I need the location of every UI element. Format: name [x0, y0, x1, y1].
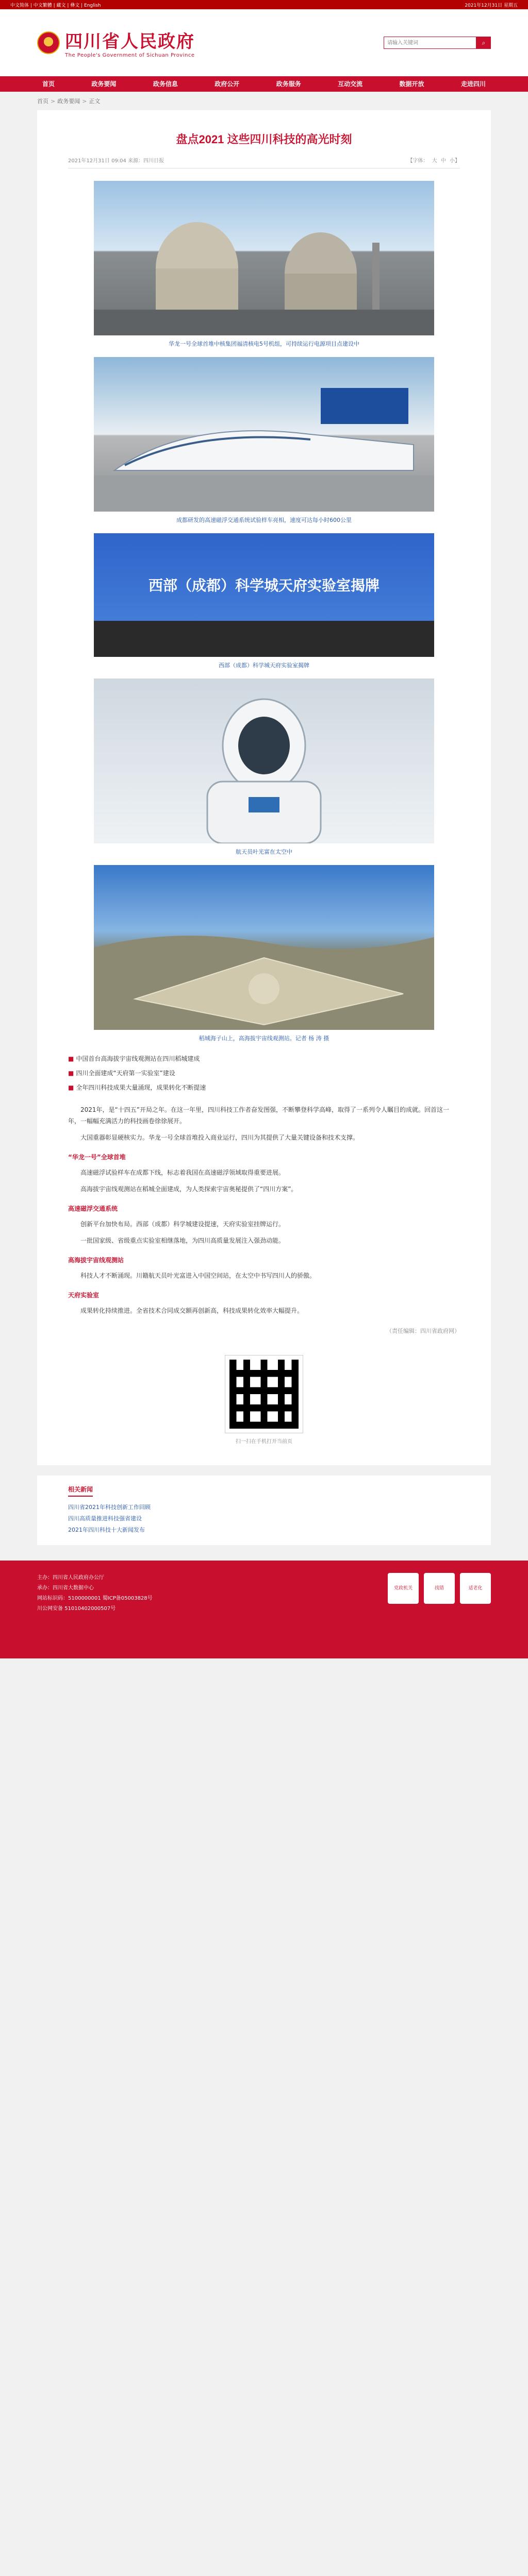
footer-badges — [388, 1573, 491, 1614]
font-size-medium[interactable]: 中 — [440, 158, 446, 164]
site-title: 四川省人民政府 — [65, 31, 195, 52]
main-nav — [0, 76, 528, 92]
highlights-list — [68, 1053, 460, 1094]
nav-item-info[interactable]: 政务信息 — [153, 80, 178, 88]
qr-label: 扫一扫在手机打开当前页 — [236, 1439, 292, 1445]
figure-1 — [94, 181, 434, 348]
nav-item-interact[interactable]: 互动交流 — [338, 80, 363, 88]
site-footer — [0, 1561, 528, 1658]
section-heading: “华龙一号”全球首堆 — [68, 1154, 126, 1161]
nav-item-home[interactable]: 首页 — [42, 80, 55, 88]
figure-3 — [94, 533, 434, 669]
observatory-illustration — [94, 865, 434, 1030]
paragraph: 创新平台加快布局。西部（成都）科学城建设提速，天府实验室挂牌运行。 — [80, 1221, 285, 1228]
photo-observatory — [94, 865, 434, 1030]
qr-code-icon — [225, 1355, 303, 1433]
nav-item-sichuan[interactable]: 走进四川 — [460, 80, 486, 88]
paragraph: 高速磁浮试验样车在成都下线，标志着我国在高速磁浮领域取得重要进展。 — [80, 1169, 285, 1176]
national-emblem-icon — [37, 31, 60, 54]
site-header — [0, 9, 528, 76]
search-button[interactable] — [476, 37, 491, 49]
font-size-small[interactable]: 小】 — [450, 158, 460, 164]
highlight-item — [68, 1067, 460, 1079]
figure-caption: 华龙一号全球首堆中核集团福清核电5号机组，可持续运行电源项目点建设中 — [169, 341, 359, 347]
paragraph: 成果转化持续推进。全省技术合同成交额再创新高，科技成果转化效率大幅提升。 — [80, 1307, 304, 1314]
qr-code-block — [68, 1355, 460, 1445]
breadcrumb — [37, 92, 491, 110]
breadcrumb-separator: > — [82, 97, 87, 105]
photo-nuclear-plant — [94, 181, 434, 335]
breadcrumb-current: 正文 — [89, 98, 101, 105]
top-bar — [0, 0, 528, 9]
figure-4 — [94, 679, 434, 856]
breadcrumb-separator: > — [51, 97, 56, 105]
bullet-icon: ■ — [68, 1084, 74, 1091]
accessibility-badge[interactable]: 适老化 — [460, 1573, 491, 1604]
font-size-control — [405, 156, 460, 164]
related-link[interactable]: 2021年四川科技十大新闻发布 — [68, 1527, 145, 1533]
site-subtitle: The People's Government of Sichuan Province — [65, 53, 195, 58]
nuclear-plant-illustration — [94, 181, 434, 335]
photo-maglev-train — [94, 357, 434, 512]
astronaut-illustration — [94, 679, 434, 843]
bullet-icon: ■ — [68, 1055, 74, 1062]
paragraph: 一批国家级、省级重点实验室相继落地，为四川高质量发展注入强劲动能。 — [80, 1237, 285, 1244]
article-body — [68, 1104, 460, 1316]
nav-item-open[interactable]: 政府公开 — [214, 80, 240, 88]
article — [37, 110, 491, 1465]
photo-lab-unveiling — [94, 533, 434, 657]
font-size-label: 【字体： — [407, 158, 428, 164]
search-input[interactable] — [384, 37, 476, 49]
search-box — [384, 37, 491, 49]
section-heading: 高海拔宇宙线观测站 — [68, 1257, 124, 1264]
breadcrumb-news[interactable]: 政务要闻 — [57, 98, 80, 105]
unveiling-banner-text: 西部（成都）科学城天府实验室揭牌 — [148, 577, 380, 594]
related-heading: 相关新闻 — [68, 1485, 93, 1497]
related-link[interactable]: 四川省2021年科技创新工作回顾 — [68, 1504, 151, 1511]
nav-item-news[interactable]: 政务要闻 — [91, 80, 117, 88]
highlight-item — [68, 1081, 460, 1094]
figure-caption: 稻城海子山上，高海拔宇宙线观测站。记者 杨 涛 摄 — [199, 1035, 329, 1042]
publish-info: 2021年12月31日 09:04 来源：四川日报 — [68, 158, 164, 164]
site-brand[interactable] — [37, 27, 195, 58]
nav-item-service[interactable]: 政务服务 — [276, 80, 301, 88]
search-icon: ⌕ — [482, 39, 486, 46]
figure-2 — [94, 357, 434, 524]
section-heading: 高速磁浮交通系统 — [68, 1205, 118, 1212]
footer-line: 承办：四川省大数据中心 — [37, 1585, 94, 1591]
section-heading: 天府实验室 — [68, 1292, 100, 1299]
party-gov-badge[interactable]: 党政机关 — [388, 1573, 419, 1604]
date-text: 2021年12月31日 星期五 — [465, 3, 518, 8]
editor-note: （责任编辑：四川省政府网） — [386, 1328, 460, 1334]
bullet-icon: ■ — [68, 1070, 74, 1077]
related-link[interactable]: 四川高质量推进科技强省建设 — [68, 1515, 142, 1522]
figure-caption: 成都研发的高速磁浮交通系统试验样车亮相，速度可达每小时600公里 — [176, 517, 352, 523]
figure-caption: 航天员叶光富在太空中 — [236, 849, 292, 855]
article-meta — [68, 156, 460, 168]
paragraph: 大国重器彰显硬核实力。华龙一号全球首堆投入商业运行，四川为其提供了大量关键设备和技术支撑。 — [80, 1134, 359, 1141]
highlight-text: 全年四川科技成果大量涌现，成果转化不断提速 — [76, 1084, 206, 1091]
footer-line: 网站标识码：5100000001 蜀ICP备05003828号 — [37, 1596, 153, 1601]
footer-line: 主办：四川省人民政府办公厅 — [37, 1575, 104, 1581]
photo-astronaut — [94, 679, 434, 843]
breadcrumb-home[interactable]: 首页 — [37, 98, 48, 105]
maglev-illustration — [94, 357, 434, 512]
language-links[interactable]: 中文简体 | 中文繁體 | 藏文 | 彝文 | English — [10, 3, 101, 8]
paragraph: 2021年，是“十四五”开局之年。在这一年里，四川科技工作者奋发图强，不断攀登科学高峰，取得了一系列令人瞩目的成就。回首这一年，一幅幅充满活力的科技画卷徐徐展开。 — [68, 1106, 449, 1125]
related-news — [37, 1476, 491, 1545]
figure-caption: 西部（成都）科学城天府实验室揭牌 — [219, 662, 309, 669]
highlight-item — [68, 1053, 460, 1065]
stage-floor — [94, 621, 434, 657]
report-error-badge[interactable]: 找错 — [424, 1573, 455, 1604]
footer-info — [37, 1573, 153, 1614]
font-size-large[interactable]: 大 — [432, 158, 437, 164]
figure-5 — [94, 865, 434, 1042]
article-title: 盘点2021 这些四川科技的高光时刻 — [176, 133, 352, 146]
footer-line: 川公网安备 51010402000507号 — [37, 1606, 116, 1612]
nav-item-data[interactable]: 数据开放 — [399, 80, 424, 88]
highlight-text: 四川全面建成“天府第一实验室”建设 — [76, 1070, 175, 1077]
paragraph: 高海拔宇宙线观测站在稻城全面建成，为人类探索宇宙奥秘提供了“四川方案”。 — [80, 1185, 298, 1193]
paragraph: 科技人才不断涌现。川籍航天员叶光富进入中国空间站，在太空中书写四川人的骄傲。 — [80, 1272, 316, 1279]
highlight-text: 中国首台高海拔宇宙线观测站在四川稻城建成 — [76, 1055, 200, 1062]
